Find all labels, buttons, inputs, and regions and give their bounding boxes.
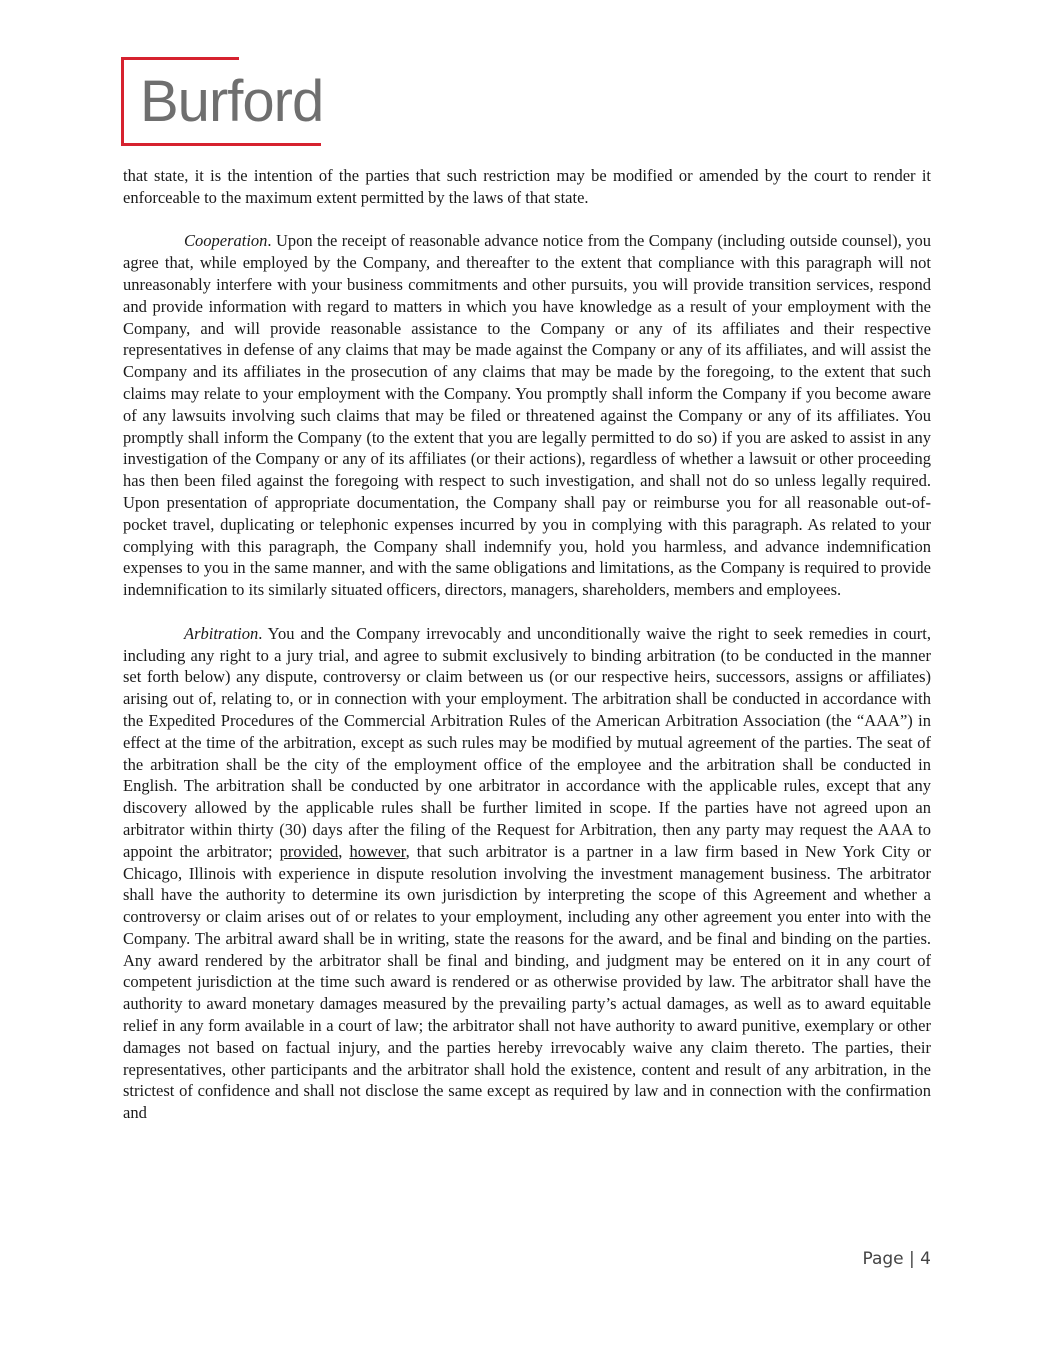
paragraph-continuation: that state, it is the intention of the parties that such restriction may be modified or amended by the court to render it enforceable to the maximum extent permitted by the laws of that state. — [123, 166, 931, 207]
document-body — [123, 165, 931, 1124]
arbitration-heading: Arbitration — [184, 623, 259, 643]
burford-logo — [121, 57, 324, 149]
page-number: Page | 4 — [862, 1249, 931, 1269]
logo-frame-top — [121, 57, 239, 60]
cooperation-heading: Cooperation — [184, 231, 268, 251]
paragraph-cooperation — [123, 230, 931, 601]
comma-separator: , — [338, 841, 350, 861]
logo-wordmark: Burford — [140, 69, 324, 134]
cooperation-body: . Upon the receipt of reasonable advance notice from the Company (including outside counsel), you agree that, while employed by the Company, and thereafter to the extent that compliance with this paragraph will not unreasonably interfere with your business commitments and other pursuits, you will provide transition services, respond and provide information with regard to matters in which you have knowledge as a result of your employment with the Company, and will provide reasonable assistance to the Company or any of its affiliates and their respective representatives in defense of any claims that may be made against the Company or any of its affiliates, and will assist the Company and its affiliates in the prosecution of any claims that may be made by the foregoing, to the extent that such claims may relate to your employment with the Company. You promptly shall inform the Company if you become aware of any lawsuits involving such claims that may be filed or threatened against the Company or any of its affiliates. You promptly shall inform the Company (to the extent that you are legally permitted to do so) if you are asked to assist in any investigation of the Company or any of its affiliates (or their actions), regardless of whether a lawsuit or other proceeding has then been filed against the foregoing with respect to such investigation, and shall not do so unless legally required. Upon presentation of appropriate documentation, the Company shall pay or reimburse you for all reasonable out-of-pocket travel, duplicating or telephonic expenses incurred by you in complying with this paragraph. As related to your complying with this paragraph, the Company shall indemnify you, hold you harmless, and advance indemnification expenses to you in the same manner, and with the same obligations and limitations, as the Company is required to provide indemnification to its similarly situated officers, directors, managers, shareholders, members and employees. — [123, 231, 931, 600]
logo-frame-left — [121, 57, 124, 146]
paragraph-arbitration — [123, 623, 931, 1124]
provided-term: provided — [279, 841, 339, 861]
however-term: however — [349, 841, 406, 861]
arbitration-body-part-1: . You and the Company irrevocably and unconditionally waive the right to seek remedies in court, including any right to a jury trial, and agree to submit exclusively to binding arbitration (to be conducted in the manner set forth below) any dispute, controversy or claim between us (or our respective heirs, successors, assigns or affiliates) arising out of, relating to, or in connection with your employment. The arbitration shall be conducted in accordance with the Expedited Procedures of the Commercial Arbitration Rules of the American Arbitration Association (the “AAA”) in effect at the time of the arbitration, except as such rules may be modified by mutual agreement of the parties. The seat of the arbitration shall be the city of the employment office of the employee and the arbitration shall be conducted in English. The arbitration shall be conducted by one arbitrator in accordance with the applicable rules, except that any discovery allowed by the applicable rules shall be further limited in scope. If the parties have not agreed upon an arbitrator within thirty (30) days after the filing of the Request for Arbitration, then any party may request the AAA to appoint the arbitrator; — [123, 623, 931, 861]
arbitration-body-part-2: , that such arbitrator is a partner in a law firm based in New York City or Chicago, Illinois with experience in dispute resolution involving the investment management business. The arbitrator shall have the authority to determine its own jurisdiction by interpreting the scope of this Agreement and whether a controversy or claim arises out of or relates to your employment, including any other agreement you enter into with the Company. The arbitral award shall be in writing, state the reasons for the award, and be final and binding on the parties. Any award rendered by the arbitrator shall be final and binding, and judgment may be entered on it in any court of competent jurisdiction at the time such award is rendered or as otherwise provided by law. The arbitrator shall have the authority to award monetary damages measured by the prevailing party’s actual damages, as well as to award equitable relief in any form available in a court of law; the arbitrator shall not have authority to award punitive, exemplary or other damages not based on factual injury, and the parties hereby irrevocably waive any claim thereto. The parties, their representatives, other participants and the arbitrator shall hold the existence, content and result of any arbitration, in the strictest of confidence and shall not disclose the same except as required by law and in connection with the confirmation and — [123, 841, 931, 1123]
logo-frame-bottom — [121, 143, 321, 146]
